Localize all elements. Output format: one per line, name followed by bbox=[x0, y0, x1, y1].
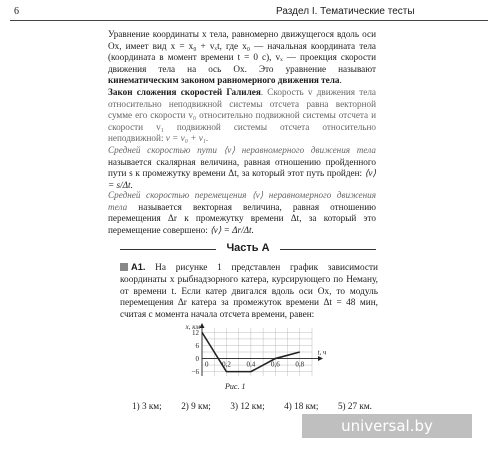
formula-galileo: v = v₀ + v₁. bbox=[165, 133, 209, 144]
x-axis-label: t, ч bbox=[317, 348, 327, 357]
text-period: . bbox=[339, 75, 342, 86]
position-time-chart bbox=[180, 322, 330, 384]
header-rule bbox=[10, 20, 488, 21]
text-avg-path-speed: называется скалярная величина, равная отношению пройденного пути s к промежутку времени Δt, за который этот путь пройден: bbox=[108, 156, 376, 179]
term-avg-path-speed: Средней скоростью пути ⟨v⟩ неравномерного движения тела bbox=[108, 145, 376, 155]
section-title: Часть А bbox=[226, 242, 270, 254]
task-number: А1. bbox=[131, 262, 146, 272]
x-tick-label: 0,8 bbox=[295, 360, 305, 369]
task-a1 bbox=[120, 262, 378, 322]
x-axis-arrow-icon bbox=[318, 356, 323, 361]
answer-option-4[interactable]: 4) 18 км; bbox=[284, 401, 319, 411]
paragraph-uniform-motion bbox=[108, 29, 376, 87]
y-tick-label: 12 bbox=[192, 328, 199, 337]
text-avg-displacement-speed: называется векторная величина, равная отношению перемещения Δr к промежутку времени Δt, за который это перемещение совершено: bbox=[108, 201, 376, 235]
answer-option-2[interactable]: 2) 9 км; bbox=[181, 401, 211, 411]
x-tick-label: 0,6 bbox=[270, 360, 280, 369]
answer-option-5[interactable]: 5) 27 км. bbox=[337, 401, 372, 411]
section-heading bbox=[120, 242, 376, 256]
page-number: 6 bbox=[14, 6, 19, 17]
formula-avg-path-speed: ⟨v⟩ = s/Δt. bbox=[108, 168, 376, 190]
watermark: universal.by bbox=[302, 414, 472, 438]
text-galileo: . Скорость v движения тела относительно неподвижной системы отсчета равна векторной сумме его скорости v₀ относительно подвижной системы отсчета и скорости v₁ подвижной системы отсчета относительно неподвижной: bbox=[108, 87, 377, 144]
y-tick-label: −6 bbox=[191, 368, 199, 377]
term-galileo-law: Закон сложения скоростей Галилея bbox=[108, 87, 261, 97]
x-tick-label: 0,4 bbox=[246, 360, 256, 369]
task-marker-icon bbox=[120, 263, 128, 271]
text-uniform-motion: Уравнение координаты x тела, равномерно движущегося вдоль оси Ox, имеет вид x = x₀ + vₓt, где x₀ — начальная координата тела (координата в момент времени t = 0 с), vₓ — проекция скорости движения тела на ось Ox. Это уравнение называют bbox=[108, 29, 376, 74]
formula-avg-displacement-speed: ⟨v⟩ = Δr/Δt. bbox=[210, 224, 254, 235]
term-avg-displacement-speed: Средней скоростью перемещения ⟨v⟩ неравномерного движения тела bbox=[108, 190, 376, 212]
answer-option-3[interactable]: 3) 12 км; bbox=[230, 401, 265, 411]
y-axis-arrow-icon bbox=[200, 323, 205, 328]
paragraph-avg-displacement-speed bbox=[108, 190, 376, 236]
y-tick-label: 0 bbox=[195, 355, 199, 364]
answer-options bbox=[132, 401, 372, 411]
paragraph-avg-path-speed bbox=[108, 145, 376, 191]
running-head: Раздел I. Тематические тесты bbox=[276, 6, 415, 17]
origin-label: 0 bbox=[205, 360, 209, 369]
term-kinematic-law: кинематическим законом равномерного движения тела bbox=[108, 75, 340, 86]
paragraph-galileo bbox=[108, 87, 376, 145]
task-text: На рисунке 1 представлен график зависимости координаты x рыбнадзорного катера, курсирующего по Неману, от времени t. Если катер двигался вдоль оси Ox, то модуль перемещения Δr катера за промежуток времени Δt = 48 мин, считая с момента начала отсчета времени, равен: bbox=[120, 263, 378, 321]
y-axis-label: x, км bbox=[185, 323, 200, 331]
figure-caption: Рис. 1 bbox=[225, 382, 246, 391]
answer-option-1[interactable]: 1) 3 км; bbox=[132, 401, 162, 411]
x-tick-label: 0,2 bbox=[222, 360, 231, 369]
chart-axes bbox=[200, 323, 324, 376]
y-tick-label: 6 bbox=[195, 341, 199, 350]
